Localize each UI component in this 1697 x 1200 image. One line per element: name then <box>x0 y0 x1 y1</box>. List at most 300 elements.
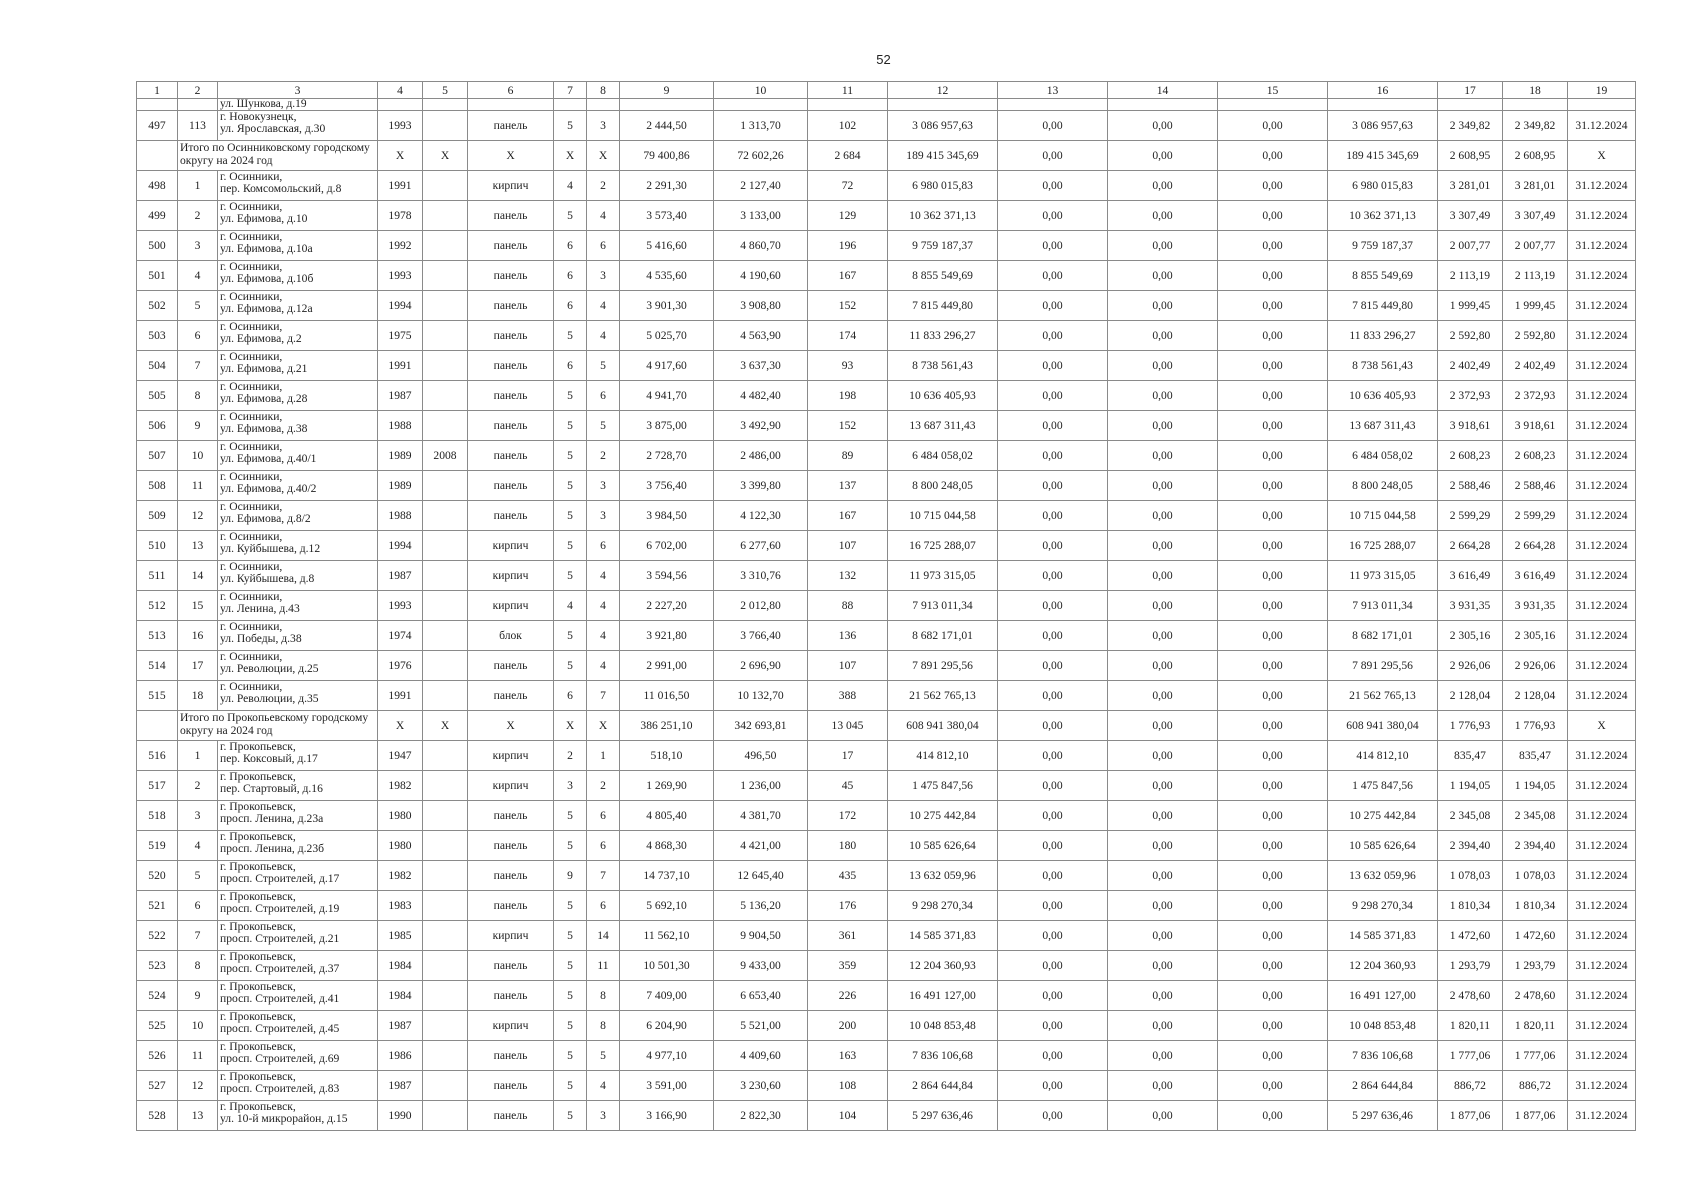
table-cell: 0,00 <box>998 441 1108 471</box>
table-row <box>137 261 1636 291</box>
table-cell: кирпич <box>468 591 554 621</box>
column-header: 19 <box>1568 82 1636 99</box>
table-cell: 8 <box>178 951 218 981</box>
table-cell: 10 275 442,84 <box>1328 801 1438 831</box>
column-header: 8 <box>587 82 620 99</box>
table-cell: 14 <box>587 921 620 951</box>
table-cell: 505 <box>137 381 178 411</box>
address-cell <box>218 891 378 921</box>
table-cell: 189 415 345,69 <box>1328 141 1438 171</box>
table-cell: 4 868,30 <box>620 831 714 861</box>
table-cell: 0,00 <box>1108 921 1218 951</box>
address-line: ул. Ефимова, д.38 <box>220 422 308 435</box>
table-cell: 3 931,35 <box>1438 591 1503 621</box>
table-cell: 515 <box>137 681 178 711</box>
column-header: 9 <box>620 82 714 99</box>
table-cell: 7 836 106,68 <box>888 1041 998 1071</box>
address-cell <box>218 351 378 381</box>
table-cell: 0,00 <box>998 501 1108 531</box>
table-cell: 21 562 765,13 <box>888 681 998 711</box>
table-cell: 13 632 059,96 <box>888 861 998 891</box>
table-cell: 12 645,40 <box>714 861 808 891</box>
table-cell: 2 684 <box>808 141 888 171</box>
table-cell: 2 478,60 <box>1503 981 1568 1011</box>
table-cell: 2 608,23 <box>1438 441 1503 471</box>
table-cell: 2 007,77 <box>1438 231 1503 261</box>
table-cell: 5 <box>554 1101 587 1131</box>
table-cell: 3 918,61 <box>1503 411 1568 441</box>
table-cell: 0,00 <box>998 591 1108 621</box>
table-cell: 0,00 <box>1218 171 1328 201</box>
table-cell: 6 277,60 <box>714 531 808 561</box>
table-row <box>137 1041 1636 1071</box>
table-cell: 3 616,49 <box>1438 561 1503 591</box>
table-cell: 13 687 311,43 <box>1328 411 1438 441</box>
table-cell: 1 810,34 <box>1438 891 1503 921</box>
table-cell: 386 251,10 <box>620 711 714 741</box>
table-cell: 31.12.2024 <box>1568 351 1636 381</box>
table-cell: 6 204,90 <box>620 1011 714 1041</box>
table-cell: 5 <box>554 801 587 831</box>
table-cell: 2 305,16 <box>1438 621 1503 651</box>
address-line: ул. 10-й микрорайон, д.15 <box>220 1112 348 1125</box>
table-cell: 88 <box>808 591 888 621</box>
table-cell: 31.12.2024 <box>1568 921 1636 951</box>
table-row <box>137 591 1636 621</box>
table-cell: 6 <box>587 831 620 861</box>
table-cell: 11 833 296,27 <box>888 321 998 351</box>
table-cell: 1 999,45 <box>1438 291 1503 321</box>
table-cell: 189 415 345,69 <box>888 141 998 171</box>
table-cell: 3 230,60 <box>714 1071 808 1101</box>
table-cell: 0,00 <box>1218 411 1328 441</box>
table-row <box>137 681 1636 711</box>
table-cell: 7 <box>178 351 218 381</box>
table-cell: 2 696,90 <box>714 651 808 681</box>
table-cell: 6 <box>554 351 587 381</box>
table-cell: 5 <box>587 1041 620 1071</box>
table-cell: 608 941 380,04 <box>888 711 998 741</box>
table-cell: 1989 <box>378 471 423 501</box>
table-cell <box>423 681 468 711</box>
table-row <box>137 771 1636 801</box>
table-cell: 10 048 853,48 <box>888 1011 998 1041</box>
table-cell: 2 <box>587 171 620 201</box>
table-cell: 137 <box>808 471 888 501</box>
address-line: ул. Победы, д.38 <box>220 632 302 645</box>
table-cell: 886,72 <box>1503 1071 1568 1101</box>
table-cell: 0,00 <box>1218 141 1328 171</box>
table-cell: панель <box>468 951 554 981</box>
table-cell: 5 <box>554 441 587 471</box>
table-cell: 129 <box>808 201 888 231</box>
column-header: 15 <box>1218 82 1328 99</box>
table-cell: 4 <box>587 621 620 651</box>
table-cell: 0,00 <box>1218 1011 1328 1041</box>
table-cell: 10 585 626,64 <box>888 831 998 861</box>
table-row <box>137 801 1636 831</box>
table-row <box>137 321 1636 351</box>
address-line: просп. Строителей, д.69 <box>220 1052 340 1065</box>
column-header: 2 <box>178 82 218 99</box>
address-line: г. Осинники, <box>220 650 283 663</box>
table-cell: 10 636 405,93 <box>888 381 998 411</box>
table-cell: 2 372,93 <box>1438 381 1503 411</box>
address-line: ул. Ефимова, д.28 <box>220 392 308 405</box>
table-cell: 31.12.2024 <box>1568 471 1636 501</box>
table-cell: 0,00 <box>1218 861 1328 891</box>
table-cell: 3 <box>587 471 620 501</box>
table-cell: панель <box>468 831 554 861</box>
table-cell: 13 <box>178 1101 218 1131</box>
table-cell: 3 984,50 <box>620 501 714 531</box>
table-cell: 79 400,86 <box>620 141 714 171</box>
table-cell: 8 738 561,43 <box>888 351 998 381</box>
table-cell: 3 756,40 <box>620 471 714 501</box>
table-cell: X <box>423 141 468 171</box>
address-line: г. Прокопьевск, <box>220 1010 296 1023</box>
table-cell: панель <box>468 981 554 1011</box>
table-cell <box>423 591 468 621</box>
table-cell <box>423 921 468 951</box>
table-cell: 2 926,06 <box>1503 651 1568 681</box>
table-cell: 0,00 <box>998 621 1108 651</box>
table-cell: 31.12.2024 <box>1568 981 1636 1011</box>
table-cell: 4 <box>587 201 620 231</box>
table-cell: 2 227,20 <box>620 591 714 621</box>
table-cell: 0,00 <box>1108 321 1218 351</box>
table-cell: 3 <box>587 501 620 531</box>
table-cell: 0,00 <box>998 351 1108 381</box>
table-cell: 0,00 <box>1108 891 1218 921</box>
table-cell: 12 204 360,93 <box>888 951 998 981</box>
table-cell: 513 <box>137 621 178 651</box>
table-cell: 16 725 288,07 <box>888 531 998 561</box>
table-cell: 7 <box>587 681 620 711</box>
table-cell: 0,00 <box>1108 861 1218 891</box>
table-cell: 0,00 <box>1218 111 1328 141</box>
table-cell: 1 777,06 <box>1438 1041 1503 1071</box>
table-cell: 2 <box>178 201 218 231</box>
address-line: ул. Ефимова, д.40/1 <box>220 452 317 465</box>
table-cell: 1 776,93 <box>1438 711 1503 741</box>
table-cell: 1987 <box>378 381 423 411</box>
table-cell: 3 <box>178 231 218 261</box>
table-cell: 509 <box>137 501 178 531</box>
table-cell: 0,00 <box>1108 591 1218 621</box>
table-cell: 1 810,34 <box>1503 891 1568 921</box>
table-cell: 9 <box>178 411 218 441</box>
column-header: 7 <box>554 82 587 99</box>
table-cell: 2 113,19 <box>1503 261 1568 291</box>
address-line: просп. Строителей, д.41 <box>220 992 340 1005</box>
table-cell: 0,00 <box>1218 801 1328 831</box>
table-cell: 163 <box>808 1041 888 1071</box>
table-cell: 0,00 <box>998 141 1108 171</box>
table-cell: 886,72 <box>1438 1071 1503 1101</box>
table-cell: кирпич <box>468 1011 554 1041</box>
table-row <box>137 441 1636 471</box>
table-row <box>137 921 1636 951</box>
table-cell: 152 <box>808 291 888 321</box>
table-cell: 1 293,79 <box>1438 951 1503 981</box>
table-cell: 7 815 449,80 <box>1328 291 1438 321</box>
table-cell: 104 <box>808 1101 888 1131</box>
table-cell: 0,00 <box>1108 561 1218 591</box>
address-line: г. Прокопьевск, <box>220 950 296 963</box>
table-cell: 10 275 442,84 <box>888 801 998 831</box>
table-cell: панель <box>468 501 554 531</box>
address-line: ул. Ефимова, д.8/2 <box>220 512 311 525</box>
address-cell <box>218 1011 378 1041</box>
table-cell: 1978 <box>378 201 423 231</box>
table-cell: 196 <box>808 231 888 261</box>
table-cell: 5 <box>554 951 587 981</box>
table-cell: 31.12.2024 <box>1568 321 1636 351</box>
table-cell: 512 <box>137 591 178 621</box>
table-cell: 0,00 <box>1108 1071 1218 1101</box>
table-cell: 527 <box>137 1071 178 1101</box>
column-header: 11 <box>808 82 888 99</box>
table-cell: 10 362 371,13 <box>888 201 998 231</box>
table-row <box>137 501 1636 531</box>
table-cell: 526 <box>137 1041 178 1071</box>
table-cell <box>423 951 468 981</box>
table-cell: 3 <box>178 801 218 831</box>
address-line: г. Новокузнецк, <box>220 110 297 123</box>
table-cell: 2 349,82 <box>1503 111 1568 141</box>
table-cell: 1 777,06 <box>1503 1041 1568 1071</box>
table-row <box>137 561 1636 591</box>
table-cell: 1993 <box>378 261 423 291</box>
table-cell: 3 492,90 <box>714 411 808 441</box>
table-cell: 7 815 449,80 <box>888 291 998 321</box>
address-cell <box>218 921 378 951</box>
table-cell: 10 <box>178 441 218 471</box>
table-cell: 5 <box>554 891 587 921</box>
table-cell: 1 820,11 <box>1438 1011 1503 1041</box>
address-cell <box>218 591 378 621</box>
table-cell: 5 <box>554 111 587 141</box>
table-cell: 497 <box>137 111 178 141</box>
address-cell <box>218 681 378 711</box>
table-cell: 0,00 <box>998 861 1108 891</box>
table-body <box>137 82 1636 1131</box>
column-header: 6 <box>468 82 554 99</box>
address-cell <box>218 951 378 981</box>
empty-cell <box>1328 99 1438 111</box>
empty-cell <box>808 99 888 111</box>
address-line: г. Осинники, <box>220 530 283 543</box>
table-cell: 7 409,00 <box>620 981 714 1011</box>
empty-cell <box>620 99 714 111</box>
table-cell: 0,00 <box>1108 1041 1218 1071</box>
table-cell: 0,00 <box>1218 741 1328 771</box>
table-cell: 1 293,79 <box>1503 951 1568 981</box>
table-cell: 5 <box>554 921 587 951</box>
empty-cell <box>1568 99 1636 111</box>
table-cell <box>423 171 468 201</box>
table-row <box>137 411 1636 441</box>
table-cell: 1988 <box>378 411 423 441</box>
table-cell: 0,00 <box>1218 531 1328 561</box>
table-cell: 152 <box>808 411 888 441</box>
empty-cell <box>888 99 998 111</box>
table-cell: 3 <box>587 261 620 291</box>
column-header: 12 <box>888 82 998 99</box>
table-cell: панель <box>468 801 554 831</box>
table-cell: 0,00 <box>998 231 1108 261</box>
table-cell: 0,00 <box>998 531 1108 561</box>
table-row <box>137 741 1636 771</box>
address-line: г. Осинники, <box>220 560 283 573</box>
address-cell <box>218 501 378 531</box>
table-cell: панель <box>468 411 554 441</box>
table-cell: 0,00 <box>1108 381 1218 411</box>
table-cell: 0,00 <box>998 771 1108 801</box>
table-cell: 1980 <box>378 831 423 861</box>
table-cell: 31.12.2024 <box>1568 651 1636 681</box>
table-cell: 4 381,70 <box>714 801 808 831</box>
table-cell: 174 <box>808 321 888 351</box>
table-cell: 31.12.2024 <box>1568 201 1636 231</box>
address-cell <box>218 1041 378 1071</box>
table-cell: X <box>587 711 620 741</box>
table-cell: 10 132,70 <box>714 681 808 711</box>
table-cell: 2 291,30 <box>620 171 714 201</box>
table-cell: 3 086 957,63 <box>888 111 998 141</box>
table-cell: 31.12.2024 <box>1568 1071 1636 1101</box>
table-cell: 0,00 <box>1218 621 1328 651</box>
table-cell: 608 941 380,04 <box>1328 711 1438 741</box>
address-line: просп. Строителей, д.45 <box>220 1022 340 1035</box>
table-cell: 4 <box>587 291 620 321</box>
address-line: пер. Коксовый, д.17 <box>220 752 318 765</box>
table-cell: 1987 <box>378 1071 423 1101</box>
table-cell: 1991 <box>378 681 423 711</box>
table-cell: 0,00 <box>1218 651 1328 681</box>
table-cell: 0,00 <box>998 891 1108 921</box>
table-cell: 0,00 <box>1218 981 1328 1011</box>
table-cell: 10 585 626,64 <box>1328 831 1438 861</box>
table-cell: 0,00 <box>1218 771 1328 801</box>
table-cell: кирпич <box>468 741 554 771</box>
table-cell: 2 349,82 <box>1438 111 1503 141</box>
empty-cell <box>137 141 178 171</box>
table-cell: 3 307,49 <box>1503 201 1568 231</box>
table-cell: 1990 <box>378 1101 423 1131</box>
address-cell <box>218 471 378 501</box>
table-cell: 0,00 <box>1218 891 1328 921</box>
table-cell: 5 025,70 <box>620 321 714 351</box>
table-cell: 6 702,00 <box>620 531 714 561</box>
table-cell: 4 122,30 <box>714 501 808 531</box>
table-cell: 31.12.2024 <box>1568 531 1636 561</box>
table-cell: 0,00 <box>998 981 1108 1011</box>
address-cell <box>218 111 378 141</box>
table-cell: 6 <box>554 261 587 291</box>
table-cell: 0,00 <box>1218 1071 1328 1101</box>
table-cell: 3 399,80 <box>714 471 808 501</box>
table-cell: X <box>1568 141 1636 171</box>
table-row <box>137 831 1636 861</box>
table-cell: 198 <box>808 381 888 411</box>
table-cell: панель <box>468 261 554 291</box>
table-cell: 3 637,30 <box>714 351 808 381</box>
address-line: пер. Стартовый, д.16 <box>220 782 323 795</box>
table-cell: 3 <box>554 771 587 801</box>
table-cell: 499 <box>137 201 178 231</box>
empty-cell <box>714 99 808 111</box>
table-cell: 31.12.2024 <box>1568 561 1636 591</box>
table-cell: 5 <box>554 561 587 591</box>
table-row <box>137 621 1636 651</box>
table-cell: 5 <box>178 291 218 321</box>
table-cell: 2 012,80 <box>714 591 808 621</box>
table-cell: 0,00 <box>998 741 1108 771</box>
table-cell: 6 <box>178 891 218 921</box>
table-cell: 31.12.2024 <box>1568 1101 1636 1131</box>
address-line: г. Прокопьевск, <box>220 890 296 903</box>
table-cell: 516 <box>137 741 178 771</box>
table-cell: 1984 <box>378 951 423 981</box>
table-cell: 1 <box>178 171 218 201</box>
table-cell: 6 <box>178 321 218 351</box>
table-cell: 4 <box>178 261 218 291</box>
table-cell: 0,00 <box>1218 201 1328 231</box>
table-cell: 4 860,70 <box>714 231 808 261</box>
table-cell: 0,00 <box>998 831 1108 861</box>
table-cell: 11 <box>178 1041 218 1071</box>
column-header: 17 <box>1438 82 1503 99</box>
table-cell: 5 <box>554 321 587 351</box>
table-cell: 5 <box>587 351 620 381</box>
table-cell: 11 <box>587 951 620 981</box>
table-cell: 0,00 <box>998 261 1108 291</box>
table-cell: 1 999,45 <box>1503 291 1568 321</box>
address-line: г. Осинники, <box>220 410 283 423</box>
table-cell: 31.12.2024 <box>1568 621 1636 651</box>
table-cell: 11 016,50 <box>620 681 714 711</box>
table-cell: 1985 <box>378 921 423 951</box>
table-cell: 6 <box>554 291 587 321</box>
table-cell: 6 980 015,83 <box>888 171 998 201</box>
address-line: пер. Комсомольский, д.8 <box>220 182 342 195</box>
table-cell: 0,00 <box>1108 291 1218 321</box>
table-cell: 520 <box>137 861 178 891</box>
table-cell: 107 <box>808 531 888 561</box>
table-cell: 5 <box>554 411 587 441</box>
table-cell: 7 <box>587 861 620 891</box>
table-cell: 31.12.2024 <box>1568 801 1636 831</box>
table-cell: 2 608,95 <box>1503 141 1568 171</box>
table-cell: кирпич <box>468 171 554 201</box>
table-cell: 4 <box>554 171 587 201</box>
address-cell <box>218 561 378 591</box>
table-cell: 525 <box>137 1011 178 1041</box>
table-cell: 6 <box>554 231 587 261</box>
table-cell: 136 <box>808 621 888 651</box>
address-line: просп. Строителей, д.17 <box>220 872 340 885</box>
table-cell: 2 822,30 <box>714 1101 808 1131</box>
table-cell: 10 362 371,13 <box>1328 201 1438 231</box>
table-cell: 4 535,60 <box>620 261 714 291</box>
column-header: 18 <box>1503 82 1568 99</box>
table-cell <box>423 561 468 591</box>
table-cell: 835,47 <box>1438 741 1503 771</box>
table-cell: 102 <box>808 111 888 141</box>
table-cell: 4 <box>587 321 620 351</box>
